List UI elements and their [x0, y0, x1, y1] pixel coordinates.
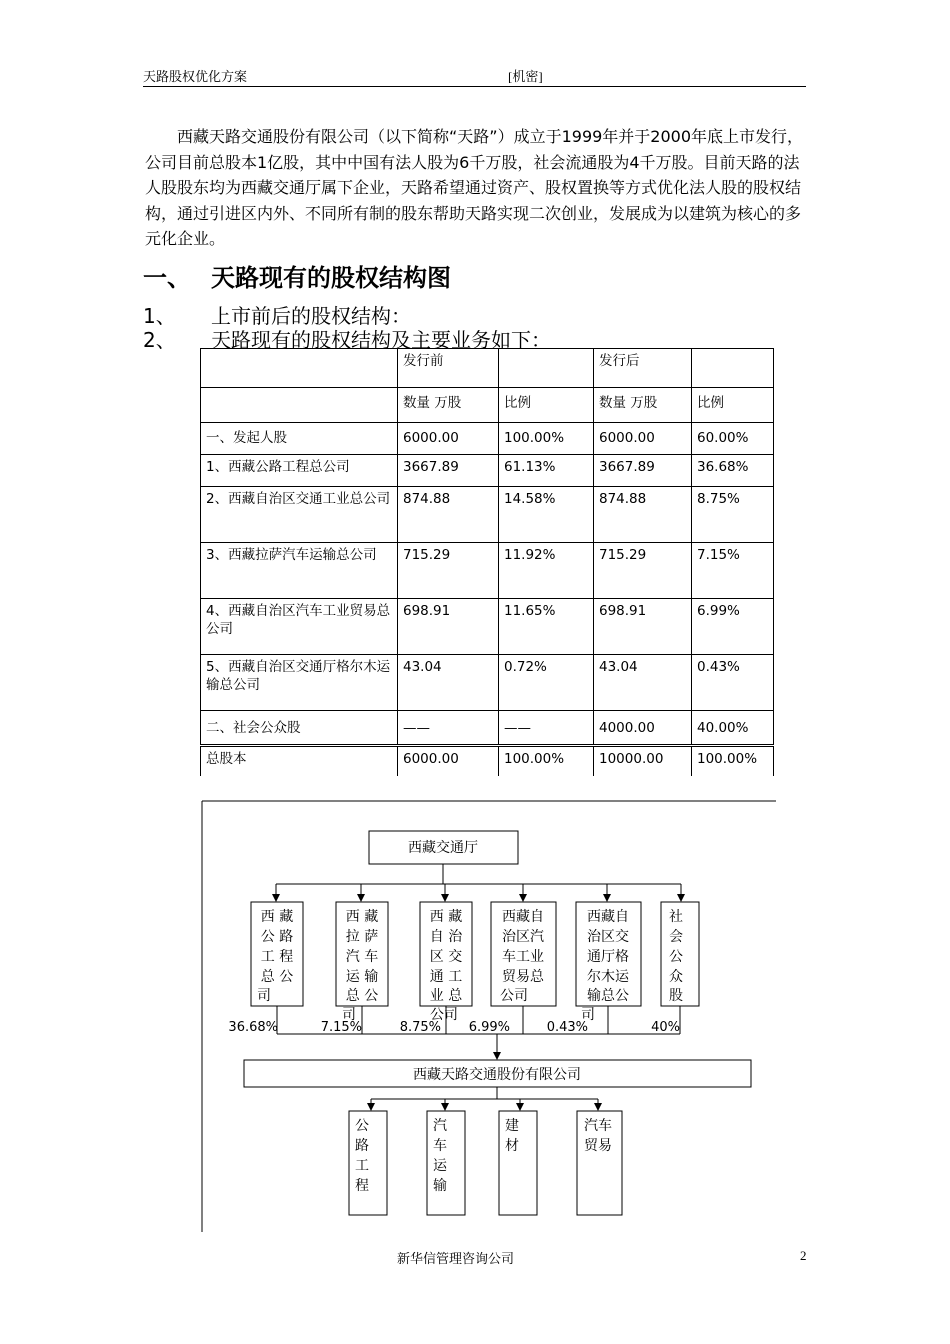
header-title: 天路股权优化方案 [143, 69, 248, 84]
table-cell: 8.75% [692, 487, 774, 543]
holder-box-auto-trade [491, 902, 556, 1006]
table-cell: 61.13% [499, 455, 594, 487]
table-cell: 0.43% [692, 655, 774, 711]
svg-text:建: 建 [505, 1118, 519, 1134]
business-box-transport [427, 1111, 465, 1215]
svg-text:西藏自: 西藏自 [502, 909, 544, 925]
business-box-materials [499, 1111, 537, 1215]
section-number: 一、 [143, 264, 191, 292]
svg-text:西 藏: 西 藏 [345, 909, 379, 925]
pct-label: 0.43% [546, 1020, 588, 1035]
svg-text:会: 会 [669, 929, 683, 945]
svg-text:输总公: 输总公 [587, 988, 629, 1004]
svg-text:汽 车: 汽 车 [345, 949, 379, 965]
svg-text:材: 材 [505, 1138, 519, 1154]
table-cell: 一、发起人股 [201, 423, 398, 455]
pct-label: 7.15% [320, 1020, 362, 1035]
table-cell: 4、西藏自治区汽车工业贸易总公司 [201, 599, 398, 655]
table-cell: 4000.00 [594, 711, 692, 746]
table-cell: 60.00% [692, 423, 774, 455]
svg-text:汽: 汽 [433, 1118, 447, 1134]
svg-text:公: 公 [669, 949, 683, 965]
svg-text:公司: 公司 [430, 1007, 458, 1023]
sub1-title: 上市前后的股权结构： [211, 304, 411, 328]
svg-text:通 工: 通 工 [429, 969, 463, 985]
svg-text:贸易: 贸易 [584, 1138, 612, 1154]
table-cell: 5、西藏自治区交通厅格尔木运输总公司 [201, 655, 398, 711]
table-cell: 3667.89 [398, 455, 499, 487]
svg-text:工 程: 工 程 [260, 949, 294, 965]
svg-text:治区汽: 治区汽 [502, 929, 544, 945]
svg-text:治区交: 治区交 [587, 929, 629, 945]
table-cell: 3667.89 [594, 455, 692, 487]
table-cell: 100.00% [499, 746, 594, 776]
footer-company: 新华信管理咨询公司 [397, 1251, 515, 1266]
table-cell: 总股本 [201, 746, 398, 776]
table-cell: 6000.00 [594, 423, 692, 455]
svg-text:公: 公 [355, 1118, 369, 1134]
table-cell: 43.04 [594, 655, 692, 711]
table-cell: 2、西藏自治区交通工业总公司 [201, 487, 398, 543]
svg-text:运 输: 运 输 [345, 969, 379, 985]
section-title: 天路现有的股权结构图 [211, 264, 451, 292]
sub2-title: 天路现有的股权结构及主要业务如下： [211, 328, 551, 352]
svg-text:车: 车 [433, 1138, 447, 1154]
table-header-cell: 发行后 [594, 349, 692, 388]
table-cell: 100.00% [499, 423, 594, 455]
table-cell: 698.91 [398, 599, 499, 655]
table-cell: 698.91 [594, 599, 692, 655]
svg-text:司: 司 [342, 1007, 356, 1023]
table-header-cell: 发行前 [398, 349, 499, 388]
svg-text:众: 众 [669, 969, 683, 985]
holder-box-highway [251, 902, 303, 1006]
table-cell: 874.88 [398, 487, 499, 543]
table-header-cell: 数量 万股 [398, 388, 499, 423]
page-number: 2 [800, 1248, 807, 1263]
business-box-highway [349, 1111, 387, 1215]
pct-label: 6.99% [468, 1020, 510, 1035]
svg-text:运: 运 [433, 1158, 447, 1174]
table-cell: 43.04 [398, 655, 499, 711]
table-cell: 715.29 [398, 543, 499, 599]
table-cell: 6.99% [692, 599, 774, 655]
svg-text:自 治: 自 治 [429, 929, 463, 945]
table-cell: —— [499, 711, 594, 746]
business-box-auto-trade [577, 1111, 622, 1215]
table-header-cell: 数量 万股 [594, 388, 692, 423]
table-header-cell: 比例 [499, 388, 594, 423]
svg-text:西 藏: 西 藏 [260, 909, 294, 925]
table-cell: 36.68% [692, 455, 774, 487]
table-cell: 6000.00 [398, 746, 499, 776]
table-cell: 7.15% [692, 543, 774, 599]
svg-text:司: 司 [257, 988, 271, 1004]
pct-label: 8.75% [399, 1020, 441, 1035]
table-cell: 3、西藏拉萨汽车运输总公司 [201, 543, 398, 599]
svg-text:总 公: 总 公 [260, 969, 294, 985]
table-cell: —— [398, 711, 499, 746]
holder-box-public [661, 902, 699, 1006]
svg-text:公司: 公司 [500, 988, 528, 1004]
table-cell: 11.92% [499, 543, 594, 599]
holder-box-lhasa-auto [336, 902, 388, 1023]
holder-box-transport-industry [420, 902, 472, 1023]
table-cell: 100.00% [692, 746, 774, 776]
svg-text:贸易总: 贸易总 [502, 969, 544, 985]
table-cell: 二、社会公众股 [201, 711, 398, 746]
table-header-cell: 比例 [692, 388, 774, 423]
svg-text:股: 股 [669, 988, 683, 1004]
svg-text:业 总: 业 总 [429, 988, 463, 1004]
holder-box-golmud [576, 902, 641, 1023]
svg-text:西 藏: 西 藏 [429, 909, 463, 925]
svg-text:社: 社 [669, 909, 683, 925]
node-label: 西藏天路交通股份有限公司 [413, 1067, 581, 1083]
svg-text:总 公: 总 公 [345, 988, 379, 1004]
table-cell: 11.65% [499, 599, 594, 655]
svg-text:路: 路 [355, 1138, 369, 1154]
table-cell: 14.58% [499, 487, 594, 543]
table-cell: 874.88 [594, 487, 692, 543]
table-cell: 40.00% [692, 711, 774, 746]
node-label: 西藏交通厅 [408, 840, 478, 856]
svg-text:尔木运: 尔木运 [587, 969, 629, 985]
pct-label: 36.68% [228, 1020, 278, 1035]
table-cell: 10000.00 [594, 746, 692, 776]
sub1-number: 1、 [143, 304, 176, 328]
sub2-number: 2、 [143, 328, 176, 352]
table-cell: 6000.00 [398, 423, 499, 455]
svg-text:司: 司 [581, 1007, 595, 1023]
svg-text:通厅格: 通厅格 [587, 949, 629, 965]
svg-text:程: 程 [355, 1178, 369, 1194]
svg-text:西藏自: 西藏自 [587, 909, 629, 925]
svg-text:区 交: 区 交 [429, 949, 463, 965]
svg-text:输: 输 [433, 1178, 447, 1194]
svg-text:拉 萨: 拉 萨 [345, 929, 379, 945]
table-cell: 715.29 [594, 543, 692, 599]
intro-text: 西藏天路交通股份有限公司（以下简称“天路”）成立于1999年并于2000年底上市发行，公司目前总股本1亿股，其中中国有法人股为6千万股，社会流通股为4千万股。目前天路的法人股股东均为西藏交通厅属下企业，天路希望通过资产、股权置换等方式优化法人股的股权结构，通过引进区内外、不同所有制的股东帮助天路实现二次创业，发展成为以建筑为核心的多元化企业。 [145, 127, 804, 249]
svg-text:汽车: 汽车 [584, 1118, 612, 1134]
header-confidential: [机密] [508, 69, 543, 84]
svg-text:车工业: 车工业 [502, 949, 544, 965]
svg-text:公 路: 公 路 [260, 929, 294, 945]
svg-text:工: 工 [355, 1158, 369, 1174]
pct-label: 40% [651, 1020, 680, 1035]
table-cell: 0.72% [499, 655, 594, 711]
table-cell: 1、西藏公路工程总公司 [201, 455, 398, 487]
